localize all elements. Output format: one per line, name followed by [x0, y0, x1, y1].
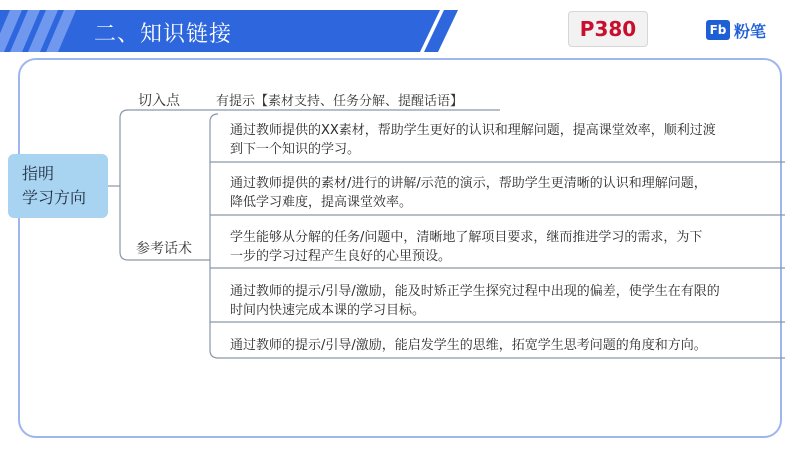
reference-item-1-line-1: 通过教师提供的XX素材，帮助学生更好的认识和理解问题，提高课堂效率，顺利过渡: [230, 123, 716, 138]
reference-item-1: [230, 121, 716, 159]
reference-item-5: [230, 336, 707, 355]
page-title: 二、知识链接: [94, 22, 233, 47]
branch-entry-hint: 有提示【素材支持、任务分解、提醒话语】: [216, 94, 464, 109]
brand-logo-icon: Fb: [706, 20, 730, 40]
reference-item-2-line-1: 通过教师提供的素材/进行的讲解/示范的演示，帮助学生更清晰的认识和理解问题，: [230, 176, 707, 191]
reference-item-4-line-2: 时间内快速完成本课的学习目标。: [230, 303, 426, 318]
reference-item-3: [230, 228, 702, 266]
reference-item-4-line-1: 通过教师的提示/引导/激励，能及时矫正学生探究过程中出现的偏差，使学生在有限的: [230, 284, 720, 299]
branch-reference-label: 参考话术: [136, 241, 192, 257]
reference-item-3-line-1: 学生能够从分解的任务/问题中，清晰地了解项目要求，继而推进学习的需求，为下: [230, 230, 703, 245]
branch-entry-label: 切入点: [138, 93, 180, 109]
reference-item-3-line-2: 一步的学习过程产生良好的心里预设。: [230, 249, 452, 264]
reference-item-2-line-2: 降低学习难度，提高课堂效率。: [230, 195, 413, 210]
topic-line-1: 指明: [22, 164, 55, 183]
reference-item-2: [230, 174, 707, 212]
brand-name: 粉笔: [734, 21, 767, 41]
page-number-badge: P380: [568, 11, 648, 47]
reference-item-1-line-2: 到下一个知识的学习。: [230, 142, 361, 157]
reference-item-4: [230, 282, 720, 320]
topic-node: [8, 154, 108, 218]
topic-line-2: 学习方向: [22, 188, 87, 207]
reference-item-5-line-1: 通过教师的提示/引导/激励，能启发学生的思维，拓宽学生思考问题的角度和方向。: [230, 338, 707, 353]
